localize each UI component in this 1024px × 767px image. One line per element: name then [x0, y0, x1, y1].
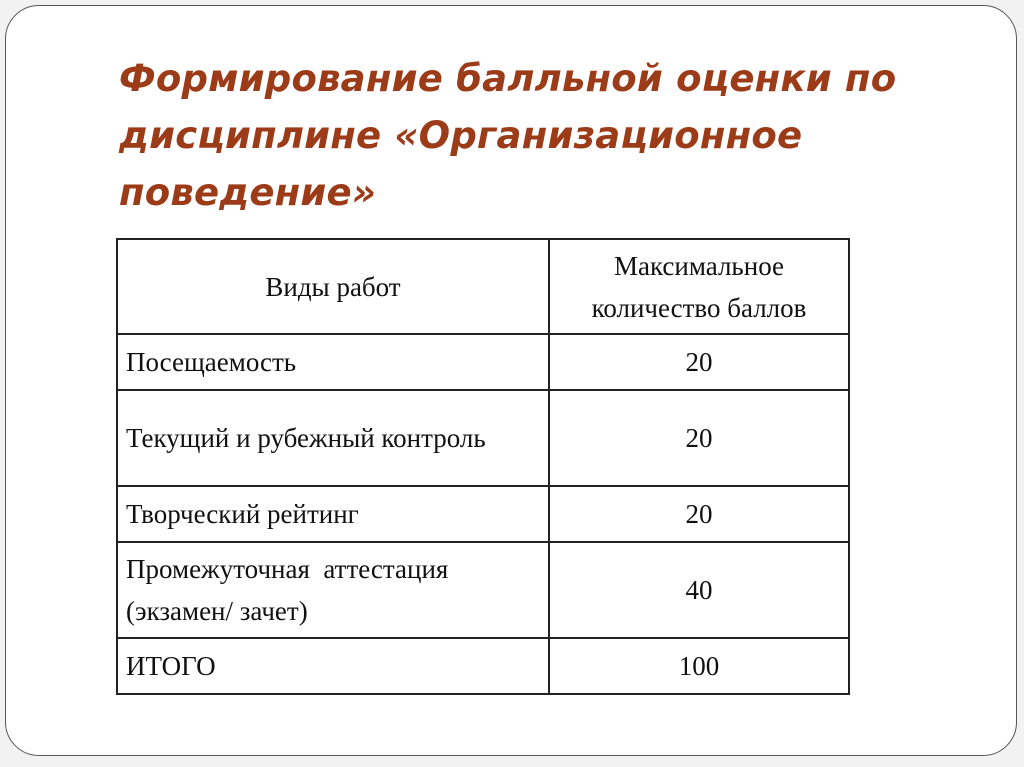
work-type-cell: Текущий и рубежный контроль [117, 390, 549, 486]
work-type-cell: Посещаемость [117, 334, 549, 390]
table-header-row [117, 239, 849, 334]
max-score-cell: 20 [549, 334, 849, 390]
table-row [117, 334, 849, 390]
table-row [117, 486, 849, 542]
max-score-cell: 20 [549, 486, 849, 542]
table-row [117, 542, 849, 638]
max-score-cell: 100 [549, 638, 849, 694]
max-score-cell: 20 [549, 390, 849, 486]
max-score-cell: 40 [549, 542, 849, 638]
table-total-row [117, 638, 849, 694]
work-type-cell: ИТОГО [117, 638, 549, 694]
work-type-cell: Промежуточная аттестация (экзамен/ зачет) [117, 542, 549, 638]
header-work-type: Виды работ [117, 239, 549, 334]
slide-title: Формирование балльной оценки по дисциплине «Организационное поведение» [119, 57, 897, 214]
work-type-cell: Творческий рейтинг [117, 486, 549, 542]
header-max-score: Максимальное количество баллов [549, 239, 849, 334]
score-table [116, 238, 850, 695]
table-row [117, 390, 849, 486]
